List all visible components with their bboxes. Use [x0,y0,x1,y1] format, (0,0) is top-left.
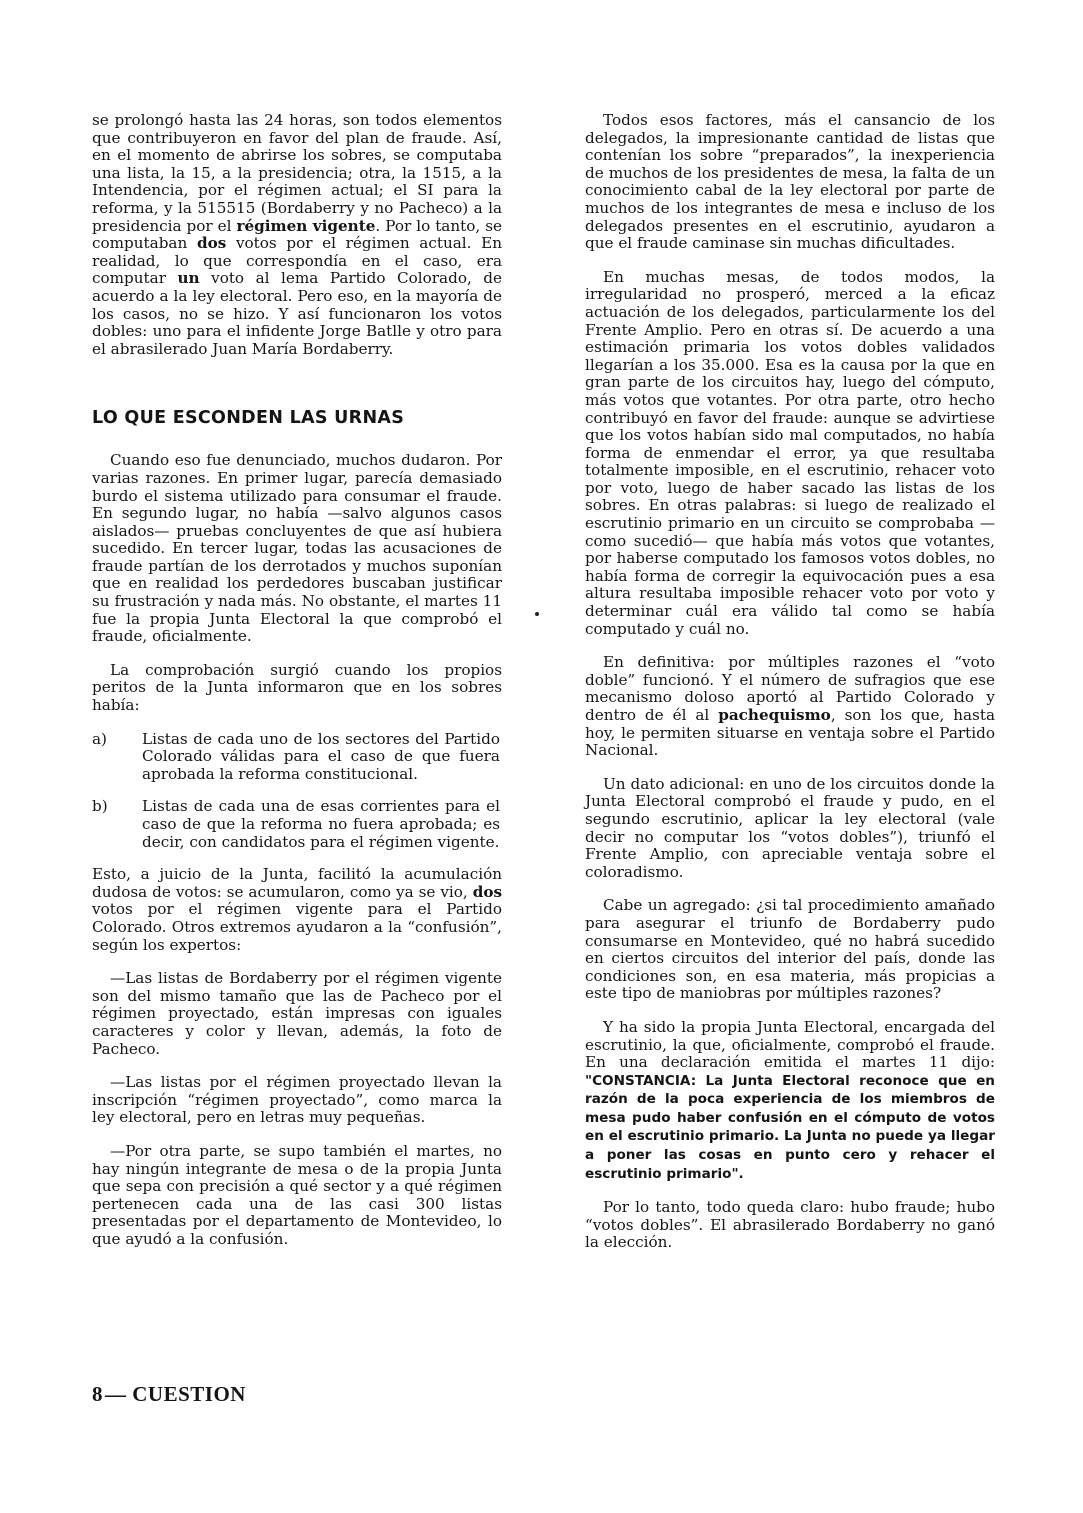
ink-speck [535,612,539,616]
junta-quote: "CONSTANCIA: La Junta Electoral reconoce que en razón de la poca experiencia de los miembros de mesa pudo haber confusión en el cómputo de votos en el escrutinio primario. La Junta no puede ya llegar a poner las cosas en punto cero y rehacer el escrutinio primario". [585,1072,995,1182]
paragraph: Esto, a juicio de la Junta, facilitó la acumulación dudosa de votos: se acumularon, como ya se vio, dos votos por el régimen vigente para el Partido Colorado. Otros extremos ayudaron a la “confusión”, según los expertos: [92,865,503,954]
paragraph: Un dato adicional: en uno de los circuitos donde la Junta Electoral comprobó el fraude y pudo, en el segundo escrutinio, aplicar la ley electoral (vale decir no computar los “votos dobles”), triunfó el Frente Amplio, con apreciable ventaja sobre el coloradismo. [585,774,995,881]
paragraph: —Las listas por el régimen proyectado llevan la inscripción “régimen proyectado”, como marca la ley electoral, pero en letras muy pequeñas. [92,1073,502,1127]
publication-name: — CUESTION [105,1382,246,1406]
paragraph: La comprobación surgió cuando los propios peritos de la Junta informaron que en los sobres había: [92,660,502,715]
list-item [92,798,502,851]
list-marker: b) [92,797,108,816]
paragraph: Cuando eso fue denunciado, muchos dudaron. Por varias razones. En primer lugar, parecía demasiado burdo el sistema utilizado para consumar el fraude. En segundo lugar, no había —salvo algunos casos aislados— pruebas concluyentes de que así hubiera sucedido. En tercer lugar, todas las acusaciones de fraude partían de los derrotados y muchos suponían que en realidad los perdedores buscaban justificar su frustración y nada más. No obstante, el martes 11 fue la propia Junta Electoral la que comprobó el fraude, oficialmente. [92,451,502,646]
paragraph: —Las listas de Bordaberry por el régimen vigente son del mismo tamaño que las de Pacheco por el régimen proyectado, están impresas con iguales caracteres y color y llevan, además, la foto de Pacheco. [92,969,502,1058]
paragraph: Por lo tanto, todo queda claro: hubo fraude; hubo “votos dobles”. El abrasilerado Bordaberry no ganó la elección. [585,1198,995,1252]
paragraph: En definitiva: por múltiples razones el “voto doble” funcionó. Y el número de sufragios que ese mecanismo doloso aportó al Partido Colorado y dentro de él al pachequismo, son los que, hasta hoy, le permiten situarse en ventaja sobre el Partido Nacional. [585,653,996,760]
list-text: Listas de cada uno de los sectores del Partido Colorado válidas para el caso de que fuera aprobada la reforma constitucional. [142,729,500,783]
list-marker: a) [92,729,107,748]
paragraph: En muchas mesas, de todos modos, la irregularidad no prosperó, merced a la eficaz actuación de los delegados, particularmente los del Frente Amplio. Pero en otras sí. De acuerdo a una estimación primaria los votos dobles validados llegarían a los 35.000. Esa es la causa por la que en gran parte de los circuitos hay, luego del cómputo, más votos que votantes. Por otra parte, otro hecho contribuyó en favor del fraude: aunque se advirtiese que los votos habían sido mal computados, no había forma de enmendar el error, ya que resultaba totalmente imposible, en el escrutinio, rehacer voto por voto, luego de haber sacado las listas de los sobres. En otras palabras: si luego de realizado el escrutinio primario en un circuito se comprobaba —como sucedió— que había más votos que votantes, por haberse computado los famosos votos dobles, no había forma de corregir la equivocación pues a esa altura resultaba imposible rehacer voto por voto y determinar cuál era válido tal como se había computado y cuál no. [585,267,995,638]
paragraph: Y ha sido la propia Junta Electoral, encargada del escrutinio, la que, oficialmente, comprobó el fraude. En una declaración emitida el martes 11 dijo: "CONSTANCIA: La Junta Electoral reconoce que en razón de la poca experiencia de los miembros de mesa pudo haber confusión en el cómputo de votos en el escrutinio primario. La Junta no puede ya llegar a poner las cosas en punto cero y rehacer el escrutinio primario". [585,1017,995,1182]
left-column [92,112,502,1264]
section-heading: LO QUE ESCONDEN LAS URNAS [92,408,405,429]
paragraph: Cabe un agregado: ¿si tal procedimiento amañado para asegurar el triunfo de Bordaberry pudo consumarse en Montevideo, qué no habrá sucedido en ciertos circuitos del interior del país, donde las condiciones son, en esa materia, más propicias a este tipo de maniobras por múltiples razones? [585,896,995,1003]
list-text: Listas de cada una de esas corrientes para el caso de que la reforma no fuera aprobada; es decir, con candidatos para el régimen vigente. [142,797,500,851]
paragraph: se prolongó hasta las 24 horas, son todos elementos que contribuyeron en favor del plan de fraude. Así, en el momento de abrirse los sobres, se computaba una lista, la 15, a la presidencia; otra, la 1515, a la Intendencia, por el régimen actual; el SI para la reforma, y la 515515 (Bordaberry y no Pacheco) a la presidencia por el régimen vigente. Por lo tanto, se computaban dos votos por el régimen actual. En realidad, lo que correspondía en el caso, era computar un voto al lema Partido Colorado, de acuerdo a la ley electoral. Pero eso, en la mayoría de los casos, no se hizo. Y así funcionaron los votos dobles: uno para el infidente Jorge Batlle y otro para el abrasilerado Juan María Bordaberry. [92,111,503,358]
page-footer [92,1382,246,1407]
page-number: 8 [92,1382,103,1406]
paragraph: —Por otra parte, se supo también el martes, no hay ningún integrante de mesa o de la propia Junta que sepa con precisión a qué sector y a qué régimen pertenecen cada una de las casi 300 listas presentadas por el departamento de Montevideo, lo que ayudó a la confusión. [92,1141,502,1248]
paragraph: Todos esos factores, más el cansancio de los delegados, la impresionante cantidad de listas que contenían los sobre “preparados”, la inexperiencia de muchos de los presidentes de mesa, la falta de un conocimiento cabal de la ley electoral por parte de muchos de los integrantes de mesa e incluso de los delegados presentes en el escrutinio, ayudaron a que el fraude caminase sin muchas dificultades. [585,111,995,253]
list-item [92,731,502,784]
right-column [585,112,995,1268]
